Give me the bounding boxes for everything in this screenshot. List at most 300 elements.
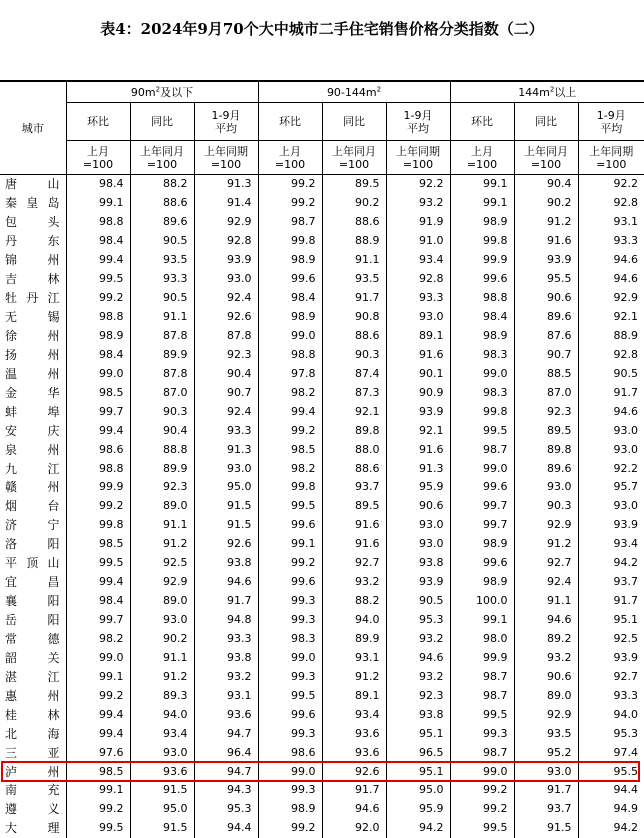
index-value: 89.6 xyxy=(514,459,578,478)
base-header-yoy: 上年同月 =100 xyxy=(130,141,194,175)
index-value: 91.2 xyxy=(130,535,194,554)
index-value: 99.4 xyxy=(66,573,130,592)
index-value: 94.0 xyxy=(130,705,194,724)
group-header-large: $144m^2$以上 xyxy=(450,81,644,103)
index-value: 90.2 xyxy=(130,630,194,649)
index-value: 89.5 xyxy=(514,421,578,440)
index-value: 91.2 xyxy=(322,667,386,686)
index-value: 98.5 xyxy=(66,762,130,781)
index-value: 95.0 xyxy=(130,800,194,819)
index-value: 91.7 xyxy=(578,383,644,402)
index-value: 92.9 xyxy=(130,573,194,592)
city-name: 三亚 xyxy=(5,745,60,760)
index-value: 93.0 xyxy=(130,611,194,630)
table-row xyxy=(0,743,644,762)
table-row xyxy=(0,800,644,819)
city-name: 平顶山 xyxy=(5,556,60,571)
index-value: 98.4 xyxy=(66,232,130,251)
index-value: 92.4 xyxy=(194,402,258,421)
index-value: 94.7 xyxy=(194,762,258,781)
index-value: 99.7 xyxy=(66,402,130,421)
city-name: 包头 xyxy=(5,215,60,230)
index-value: 99.6 xyxy=(450,478,514,497)
index-value: 91.3 xyxy=(194,175,258,194)
index-value: 92.1 xyxy=(578,308,644,327)
index-value: 99.9 xyxy=(450,251,514,270)
index-value: 93.0 xyxy=(194,270,258,289)
index-value: 98.7 xyxy=(258,213,322,232)
index-value: 89.9 xyxy=(130,459,194,478)
index-value: 92.6 xyxy=(322,762,386,781)
index-value: 91.7 xyxy=(514,781,578,800)
index-value: 90.7 xyxy=(194,383,258,402)
index-value: 99.5 xyxy=(450,705,514,724)
index-value: 98.8 xyxy=(258,345,322,364)
index-value: 96.5 xyxy=(386,743,450,762)
index-value: 89.1 xyxy=(322,686,386,705)
index-value: 92.2 xyxy=(386,175,450,194)
index-value: 97.8 xyxy=(258,364,322,383)
index-value: 92.2 xyxy=(578,459,644,478)
index-value: 93.4 xyxy=(386,251,450,270)
index-value: 88.2 xyxy=(130,175,194,194)
index-value: 93.5 xyxy=(130,251,194,270)
index-value: 93.8 xyxy=(194,648,258,667)
table-row xyxy=(0,648,644,667)
table-header xyxy=(0,81,644,175)
index-value: 91.1 xyxy=(514,592,578,611)
index-value: 98.6 xyxy=(258,743,322,762)
index-value: 90.5 xyxy=(386,592,450,611)
table-row xyxy=(0,667,644,686)
index-value: 91.1 xyxy=(130,308,194,327)
index-value: 90.4 xyxy=(130,421,194,440)
index-value: 91.1 xyxy=(130,648,194,667)
index-value: 95.1 xyxy=(386,724,450,743)
index-value: 98.9 xyxy=(66,327,130,346)
index-value: 99.4 xyxy=(66,421,130,440)
index-value: 98.8 xyxy=(66,308,130,327)
city-name: 泸州 xyxy=(5,764,60,779)
index-value: 87.6 xyxy=(514,327,578,346)
index-value: 90.9 xyxy=(386,383,450,402)
index-value: 94.4 xyxy=(578,781,644,800)
index-value: 93.7 xyxy=(514,800,578,819)
index-value: 91.5 xyxy=(514,819,578,838)
index-value: 99.1 xyxy=(66,781,130,800)
index-value: 93.9 xyxy=(194,251,258,270)
index-value: 93.4 xyxy=(578,535,644,554)
table-row xyxy=(0,440,644,459)
city-name: 蚌埠 xyxy=(5,404,60,419)
index-value: 99.7 xyxy=(66,611,130,630)
index-value: 99.2 xyxy=(258,819,322,838)
index-value: 93.0 xyxy=(386,308,450,327)
table-row xyxy=(0,289,644,308)
index-value: 99.9 xyxy=(66,478,130,497)
page-title: 表4：2024年9月70个大中城市二手住宅销售价格分类指数（二） xyxy=(100,20,544,38)
index-value: 99.3 xyxy=(258,592,322,611)
table-row xyxy=(0,364,644,383)
index-value: 88.8 xyxy=(130,440,194,459)
table-row xyxy=(0,686,644,705)
index-value: 95.9 xyxy=(386,478,450,497)
subheader-yoy: 同比 xyxy=(514,103,578,141)
index-value: 87.8 xyxy=(130,364,194,383)
index-value: 93.8 xyxy=(194,554,258,573)
index-value: 92.2 xyxy=(578,175,644,194)
index-value: 90.4 xyxy=(194,364,258,383)
index-value: 98.9 xyxy=(258,800,322,819)
index-value: 92.9 xyxy=(514,705,578,724)
index-value: 91.6 xyxy=(514,232,578,251)
index-value: 99.0 xyxy=(450,364,514,383)
index-value: 89.9 xyxy=(322,630,386,649)
index-value: 93.0 xyxy=(578,421,644,440)
index-value: 96.4 xyxy=(194,743,258,762)
city-name: 北海 xyxy=(5,726,60,741)
index-value: 94.9 xyxy=(578,800,644,819)
index-value: 94.2 xyxy=(386,819,450,838)
index-value: 98.7 xyxy=(450,440,514,459)
city-name: 岳阳 xyxy=(5,613,60,628)
index-value: 99.5 xyxy=(258,686,322,705)
index-value: 99.9 xyxy=(450,648,514,667)
index-value: 91.7 xyxy=(194,592,258,611)
index-value: 98.4 xyxy=(66,592,130,611)
index-value: 90.5 xyxy=(130,232,194,251)
index-value: 93.0 xyxy=(386,516,450,535)
table-row xyxy=(0,781,644,800)
index-value: 89.0 xyxy=(130,497,194,516)
index-value: 89.0 xyxy=(514,686,578,705)
index-value: 92.9 xyxy=(194,213,258,232)
city-name: 洛阳 xyxy=(5,537,60,552)
index-value: 88.6 xyxy=(322,213,386,232)
index-value: 98.9 xyxy=(450,535,514,554)
index-value: 99.2 xyxy=(450,781,514,800)
index-value: 95.0 xyxy=(386,781,450,800)
index-value: 98.4 xyxy=(450,308,514,327)
index-value: 91.0 xyxy=(386,232,450,251)
index-value: 98.3 xyxy=(258,630,322,649)
index-value: 93.2 xyxy=(514,648,578,667)
index-value: 92.3 xyxy=(130,478,194,497)
index-value: 87.8 xyxy=(130,327,194,346)
index-value: 98.9 xyxy=(450,327,514,346)
index-value: 92.8 xyxy=(194,232,258,251)
city-name: 九江 xyxy=(5,461,60,476)
index-value: 98.4 xyxy=(66,345,130,364)
index-value: 92.8 xyxy=(578,194,644,213)
group-header-medium: $90-144m^2$ xyxy=(258,81,450,103)
index-value: 90.3 xyxy=(130,402,194,421)
index-value: 99.4 xyxy=(258,402,322,421)
table-row xyxy=(0,478,644,497)
city-name: 烟台 xyxy=(5,499,60,514)
city-name: 扬州 xyxy=(5,347,60,362)
index-value: 90.6 xyxy=(514,289,578,308)
index-value: 89.9 xyxy=(130,345,194,364)
index-value: 93.3 xyxy=(578,686,644,705)
index-value: 93.1 xyxy=(322,648,386,667)
index-value: 88.9 xyxy=(322,232,386,251)
index-value: 90.7 xyxy=(514,345,578,364)
index-value: 99.3 xyxy=(258,611,322,630)
subheader-yoy: 同比 xyxy=(322,103,386,141)
city-name: 襄阳 xyxy=(5,594,60,609)
index-value: 91.7 xyxy=(322,781,386,800)
index-value: 98.9 xyxy=(258,308,322,327)
index-value: 93.2 xyxy=(322,573,386,592)
index-value: 87.4 xyxy=(322,364,386,383)
index-value: 88.6 xyxy=(130,194,194,213)
index-value: 90.6 xyxy=(514,667,578,686)
index-value: 95.0 xyxy=(194,478,258,497)
index-value: 99.7 xyxy=(450,516,514,535)
index-value: 93.2 xyxy=(194,667,258,686)
index-value: 98.9 xyxy=(450,573,514,592)
index-value: 99.2 xyxy=(66,289,130,308)
index-value: 93.6 xyxy=(322,743,386,762)
index-value: 89.6 xyxy=(130,213,194,232)
subheader-avg: 1-9月 平均 xyxy=(386,103,450,141)
city-name: 牡丹江 xyxy=(5,291,60,306)
index-value: 94.7 xyxy=(194,724,258,743)
index-value: 90.6 xyxy=(386,497,450,516)
index-value: 98.2 xyxy=(66,630,130,649)
index-value: 98.0 xyxy=(450,630,514,649)
city-name: 金华 xyxy=(5,385,60,400)
index-value: 95.9 xyxy=(386,800,450,819)
index-value: 92.9 xyxy=(514,516,578,535)
index-value: 92.3 xyxy=(514,402,578,421)
index-value: 99.1 xyxy=(450,194,514,213)
index-value: 90.5 xyxy=(578,364,644,383)
index-value: 92.1 xyxy=(386,421,450,440)
table-row xyxy=(0,516,644,535)
index-value: 89.3 xyxy=(130,686,194,705)
city-column-header: 城市 xyxy=(0,81,66,175)
table-row xyxy=(0,383,644,402)
base-header-mom: 上月 =100 xyxy=(66,141,130,175)
table-row xyxy=(0,421,644,440)
index-value: 92.8 xyxy=(386,270,450,289)
index-value: 99.0 xyxy=(258,648,322,667)
index-value: 99.4 xyxy=(66,705,130,724)
index-value: 99.2 xyxy=(66,800,130,819)
city-name: 锦州 xyxy=(5,253,60,268)
index-value: 98.6 xyxy=(66,440,130,459)
index-value: 95.7 xyxy=(578,478,644,497)
index-value: 94.6 xyxy=(386,648,450,667)
base-header-avg: 上年同期 =100 xyxy=(578,141,644,175)
index-value: 91.1 xyxy=(322,251,386,270)
index-value: 99.4 xyxy=(66,724,130,743)
index-value: 99.0 xyxy=(450,762,514,781)
index-value: 90.5 xyxy=(130,289,194,308)
index-value: 99.8 xyxy=(450,232,514,251)
index-value: 99.1 xyxy=(258,535,322,554)
base-header-avg: 上年同期 =100 xyxy=(194,141,258,175)
index-value: 92.0 xyxy=(322,819,386,838)
table-row xyxy=(0,175,644,194)
index-value: 95.1 xyxy=(386,762,450,781)
table-row xyxy=(0,497,644,516)
index-value: 99.8 xyxy=(258,478,322,497)
index-value: 99.8 xyxy=(258,232,322,251)
index-value: 99.5 xyxy=(450,421,514,440)
table-row xyxy=(0,724,644,743)
index-value: 99.6 xyxy=(258,705,322,724)
city-name: 宜昌 xyxy=(5,575,60,590)
index-value: 99.3 xyxy=(258,667,322,686)
index-value: 92.4 xyxy=(514,573,578,592)
index-value: 99.4 xyxy=(66,251,130,270)
index-value: 93.3 xyxy=(578,232,644,251)
index-value: 89.5 xyxy=(322,175,386,194)
subheader-mom: 环比 xyxy=(258,103,322,141)
index-value: 98.3 xyxy=(450,345,514,364)
index-value: 93.0 xyxy=(578,497,644,516)
index-value: 99.6 xyxy=(450,554,514,573)
index-value: 93.7 xyxy=(322,478,386,497)
index-value: 98.7 xyxy=(450,686,514,705)
index-value: 91.7 xyxy=(578,592,644,611)
index-value: 90.1 xyxy=(386,364,450,383)
index-value: 93.0 xyxy=(578,440,644,459)
index-value: 99.0 xyxy=(258,762,322,781)
index-value: 93.0 xyxy=(514,762,578,781)
index-value: 88.9 xyxy=(578,327,644,346)
group-header-small: $90m^2$及以下 xyxy=(66,81,258,103)
index-value: 97.4 xyxy=(578,743,644,762)
index-value: 91.6 xyxy=(322,535,386,554)
index-value: 95.3 xyxy=(386,611,450,630)
index-value: 93.2 xyxy=(386,194,450,213)
index-value: 93.9 xyxy=(578,516,644,535)
subheader-avg: 1-9月 平均 xyxy=(578,103,644,141)
index-value: 91.6 xyxy=(386,440,450,459)
index-value: 93.9 xyxy=(386,573,450,592)
index-value: 87.0 xyxy=(130,383,194,402)
city-name: 大理 xyxy=(5,821,60,836)
index-value: 99.0 xyxy=(450,459,514,478)
index-value: 91.5 xyxy=(194,516,258,535)
city-name: 惠州 xyxy=(5,688,60,703)
index-value: 91.2 xyxy=(514,213,578,232)
index-value: 95.1 xyxy=(578,611,644,630)
table-row xyxy=(0,308,644,327)
index-value: 90.4 xyxy=(514,175,578,194)
index-value: 95.3 xyxy=(578,724,644,743)
city-name: 南充 xyxy=(5,783,60,798)
index-value: 92.7 xyxy=(578,667,644,686)
index-value: 92.6 xyxy=(194,535,258,554)
index-value: 99.0 xyxy=(66,648,130,667)
index-value: 94.4 xyxy=(194,819,258,838)
index-value: 99.2 xyxy=(258,421,322,440)
index-value: 99.8 xyxy=(66,516,130,535)
index-value: 92.6 xyxy=(194,308,258,327)
index-value: 93.3 xyxy=(194,630,258,649)
index-value: 93.3 xyxy=(386,289,450,308)
index-value: 93.0 xyxy=(130,743,194,762)
city-name: 温州 xyxy=(5,366,60,381)
index-value: 92.3 xyxy=(194,345,258,364)
index-value: 94.0 xyxy=(578,705,644,724)
index-value: 92.4 xyxy=(194,289,258,308)
index-value: 93.3 xyxy=(194,421,258,440)
index-value: 93.4 xyxy=(322,705,386,724)
index-value: 99.5 xyxy=(450,819,514,838)
index-value: 95.3 xyxy=(194,800,258,819)
index-value: 87.3 xyxy=(322,383,386,402)
index-value: 91.2 xyxy=(514,535,578,554)
index-value: 90.3 xyxy=(322,345,386,364)
index-value: 98.5 xyxy=(258,440,322,459)
index-value: 91.2 xyxy=(130,667,194,686)
index-value: 89.2 xyxy=(514,630,578,649)
index-value: 91.6 xyxy=(322,516,386,535)
index-value: 98.2 xyxy=(258,383,322,402)
table-row xyxy=(0,194,644,213)
base-header-mom: 上月 =100 xyxy=(450,141,514,175)
index-value: 93.5 xyxy=(322,270,386,289)
index-value: 91.4 xyxy=(194,194,258,213)
index-value: 93.0 xyxy=(514,478,578,497)
table-row xyxy=(0,251,644,270)
index-value: 88.5 xyxy=(514,364,578,383)
index-value: 88.0 xyxy=(322,440,386,459)
index-value: 91.3 xyxy=(194,440,258,459)
index-value: 94.3 xyxy=(194,781,258,800)
index-value: 93.6 xyxy=(130,762,194,781)
index-value: 99.1 xyxy=(66,194,130,213)
city-name: 湛江 xyxy=(5,669,60,684)
index-value: 93.8 xyxy=(386,554,450,573)
city-name: 无锡 xyxy=(5,310,60,325)
table-row xyxy=(0,611,644,630)
city-name: 丹东 xyxy=(5,234,60,249)
table-row xyxy=(0,327,644,346)
index-value: 98.2 xyxy=(258,459,322,478)
index-value: 93.5 xyxy=(514,724,578,743)
table-row xyxy=(0,535,644,554)
index-value: 94.8 xyxy=(194,611,258,630)
index-value: 95.2 xyxy=(514,743,578,762)
table-body xyxy=(0,175,644,838)
index-value: 99.2 xyxy=(258,554,322,573)
index-value: 90.2 xyxy=(322,194,386,213)
table-row xyxy=(0,592,644,611)
index-value: 99.0 xyxy=(258,327,322,346)
table-row xyxy=(0,459,644,478)
index-value: 92.1 xyxy=(322,402,386,421)
index-value: 87.0 xyxy=(514,383,578,402)
table-row xyxy=(0,232,644,251)
city-name: 赣州 xyxy=(5,480,60,495)
index-value: 89.8 xyxy=(322,421,386,440)
index-value: 88.2 xyxy=(322,592,386,611)
index-value: 87.8 xyxy=(194,327,258,346)
table-row xyxy=(0,705,644,724)
index-value: 99.0 xyxy=(66,364,130,383)
index-value: 99.1 xyxy=(450,611,514,630)
index-value: 99.3 xyxy=(450,724,514,743)
table-row xyxy=(0,213,644,232)
index-value: 93.9 xyxy=(578,648,644,667)
